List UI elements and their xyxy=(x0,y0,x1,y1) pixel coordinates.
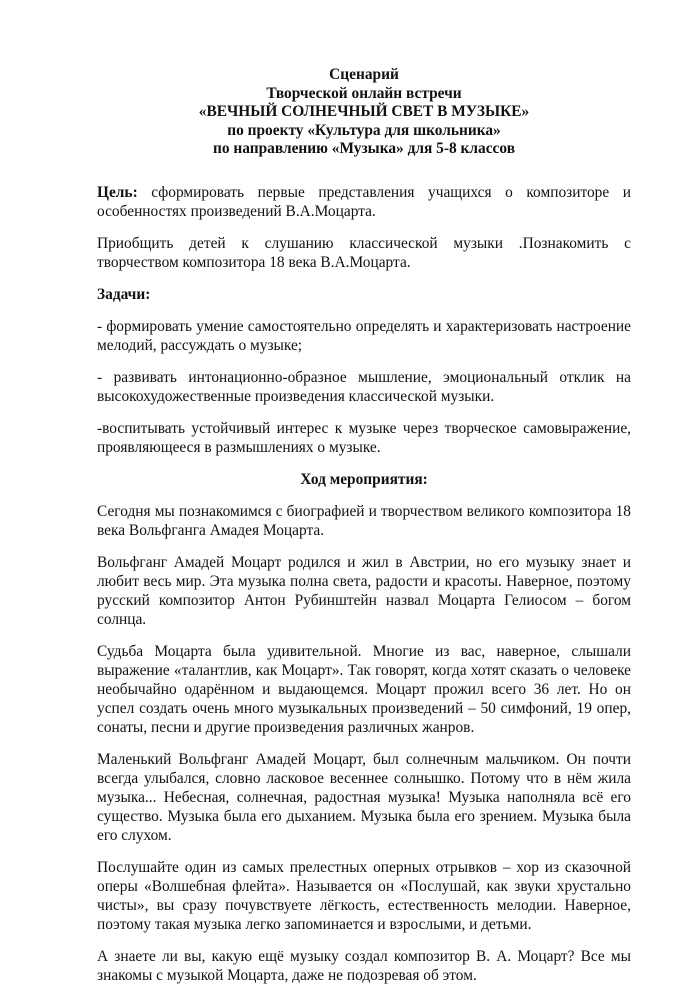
title-line: Сценарий xyxy=(329,66,399,83)
title-line: по проекту «Культура для школьника» xyxy=(227,121,501,139)
goal-label: Цель: xyxy=(97,183,138,201)
task-item: -воспитывать устойчивый интерес к музыке через творческое самовыражение, проявляющееся в размышлениях о музыке. xyxy=(97,419,631,456)
body-paragraph: Сегодня мы познакомимся с биографией и творчеством великого композитора 18 века Вольфганга Амадея Моцарта. xyxy=(97,502,631,539)
document-page xyxy=(97,66,631,985)
goal-text: сформировать первые представления учащихся о композиторе и особенностях произведений В.А.Моцарта. xyxy=(97,183,631,220)
tasks-heading: Задачи: xyxy=(97,285,151,303)
task-item: - развивать интонационно-образное мышление, эмоциональный отклик на высокохудожественные произведения классической музыки. xyxy=(97,368,631,405)
title-line: Творческой онлайн встречи xyxy=(266,84,462,102)
body-paragraph: Послушайте один из самых прелестных оперных отрывков – хор из сказочной оперы «Волшебная флейта». Называется он «Послушай, как звуки хрустально чисты», вы сразу почувствуете лёгкость, естественность мелодии. Наверное, поэтому такая музыка легко запоминается и взрослыми, и детьми. xyxy=(97,858,631,933)
goal-paragraph xyxy=(97,183,631,221)
title-line: по направлению «Музыка» для 5-8 классов xyxy=(212,140,516,157)
body-paragraph: А знаете ли вы, какую ещё музыку создал композитор В. А. Моцарт? Все мы знакомы с музыкой Моцарта, даже не подозревая об этом. xyxy=(97,947,631,984)
title-line: «ВЕЧНЫЙ СОЛНЕЧНЫЙ СВЕТ В МУЗЫКЕ» xyxy=(198,103,530,120)
body-paragraph: Судьба Моцарта была удивительной. Многие из вас, наверное, слышали выражение «талантлив, как Моцарт». Так говорят, когда хотят сказать о человеке необычайно одарённом и выдающемся. Моцарт прожил всего 36 лет. Но он успел создать очень много музыкальных произведений – 50 симфоний, 19 опер, сонаты, песни и другие произведения различных жанров. xyxy=(97,642,631,736)
document-title xyxy=(97,66,631,159)
task-item: - формировать умение самостоятельно определять и характеризовать настроение мелодий, рассуждать о музыке; xyxy=(97,317,631,354)
intro-paragraph: Приобщить детей к слушанию классической музыки .Познакомить с творчеством композитора 18 века В.А.Моцарта. xyxy=(97,234,631,271)
body-paragraph: Маленький Вольфганг Амадей Моцарт, был солнечным мальчиком. Он почти всегда улыбался, словно ласковое весеннее солнышко. Потому что в нём жила музыка... Небесная, солнечная, радостная музыка! Музыка наполняла всё его существо. Музыка была его дыханием. Музыка была его зрением. Музыка была его слухом. xyxy=(97,750,631,844)
event-heading: Ход мероприятия: xyxy=(300,470,428,488)
body-paragraph: Вольфганг Амадей Моцарт родился и жил в Австрии, но его музыку знает и любит весь мир. Эта музыка полна света, радости и красоты. Наверное, поэтому русский композитор Антон Рубинштейн назвал Моцарта Гелиосом – богом солнца. xyxy=(97,553,631,628)
